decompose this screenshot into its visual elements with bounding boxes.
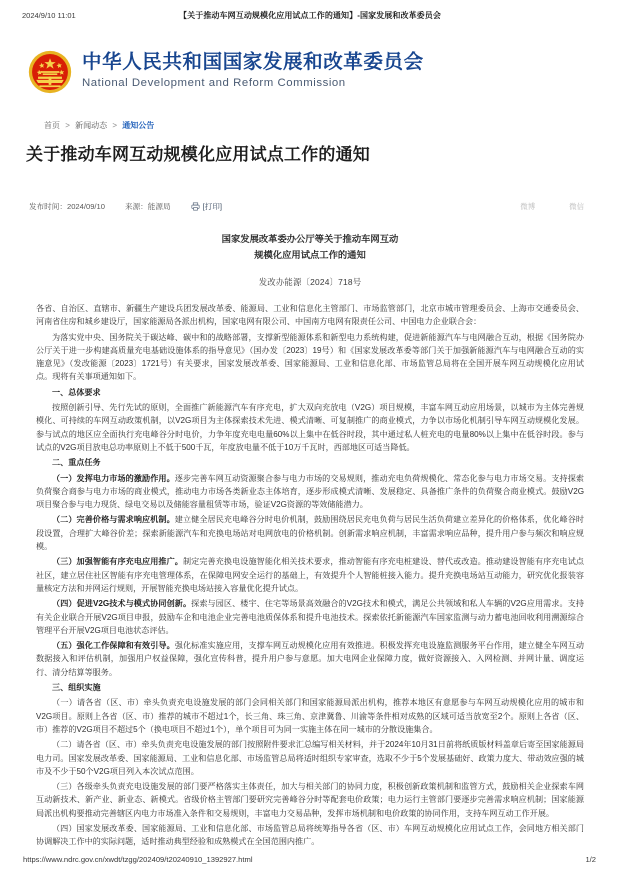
banner-title-cn: 中华人民共和国国家发展和改革委员会: [82, 51, 424, 73]
share-weibo-button[interactable]: 微博: [520, 202, 536, 211]
document-body: [28, 302, 592, 849]
section-heading-3: 三、组织实施: [52, 683, 101, 693]
task-item-4-body: 探索与园区、楼宇、住宅等场景高效融合的V2G技术和模式，满足公共领域和私人车辆的V2G应用需求。支持有关企业联合开展V2G项目申报，鼓励车企和电池企业完善电池质保体系和提升电池技术。探索依托新能源汽车国家监测与动力蓄电池回收利用溯源综合管理平台开展V2G项目电池状态评估。: [36, 599, 584, 635]
task-item-2-body: 建立健全居民充电峰谷分时电价机制，鼓励围绕居民充电负荷与居民生活负荷建立差异化的价格体系，优化峰谷时段设置，合理扩大峰谷价差；探索新能源汽车和充换电场站对电网放电的价格机制。创新需求响应机制，丰富需求响应品种，提升用户参与频次和响应规模。: [36, 515, 584, 552]
intro-paragraph: 为落实党中央、国务院关于碳达峰、碳中和的战略部署，支撑新型能源体系和新型电力系统构建，促进新能源汽车与电网融合互动，根据《国务院办公厅关于进一步构建高质量充电基础设施体系的指导意见》（国办发〔2023〕19号）和《国家发展改革委等部门关于加强新能源汽车与电网融合互动的实施意见》（发改能源〔2023〕1721号）有关要求，国家发展改革委、国家能源局、工业和信息化部、市场监管总局将在全国开展车网互动规模化应用试点。现将有关事项通知如下。: [36, 332, 584, 382]
task-item-3-body: 制定完善充换电设施智能化相关技术要求，推动智能有序充电桩建设、替代或改造。推动建设智能有序充电试点社区，建立居住社区智能有序充电管理体系，在保障电网安全运行的基础上，有效提升个人智能桩接入能力。提升充换电场站互动能力，研究优化报装容量核定方法和并网运行规则，开展智能充换电场站接入容量优化提升试点。: [36, 557, 584, 593]
document-title-line2: 规模化应用试点工作的通知: [254, 249, 366, 260]
china-national-emblem-icon: [27, 49, 73, 95]
org-item-2: （二）请各省（区、市）牵头负责充电设施发展的部门按照附件要求汇总编写相关材料，并于2024年10月31日前将纸质版材料盖章后寄至国家能源局电力司。国家发展改革委、国家能源局、工业和信息化部、市场监管总局将适时组织专家审查，选取不少于5个发展基础好、政策力度大、带动效应强的城市及不少于50个V2G项目列入本次试点范围。: [36, 740, 584, 776]
breadcrumb-item-news[interactable]: 新闻动态: [75, 121, 108, 130]
task-item-4-label: （四）促进V2G技术与模式协同创新。: [52, 599, 192, 609]
org-item-1: （一）请各省（区、市）牵头负责充电设施发展的部门会同相关部门和国家能源局派出机构，推荐本地区有意愿参与车网互动规模化应用的城市和V2G项目。原则上各省（区、市）推荐的城市不超过1个，长三角、珠三角、京津冀鲁、川渝等条件相对成熟的区域可适当放宽至2个。原则上各省（区、市）推荐的V2G项目不超过5个（换电项目不超过1个），单个项目可为同一实施主体在同一城市的分散设施集合。: [36, 698, 584, 734]
document-number: 发改办能源〔2024〕718号: [258, 277, 362, 287]
article-meta: [0, 199, 620, 215]
article-source: 来源：能源局: [124, 202, 171, 211]
task-item-3: [36, 555, 584, 595]
print-button[interactable]: [191, 201, 222, 212]
section-heading-1: 一、总体要求: [52, 387, 101, 397]
task-item-3-label: （三）加强智能有序充电应用推广。: [52, 557, 183, 567]
document-title-line1: 国家发展改革委办公厅等关于推动车网互动: [221, 234, 399, 244]
task-item-5: [36, 639, 584, 679]
section-1-body: 按照创新引导、先行先试的原则，全面推广新能源汽车有序充电，扩大双向充放电（V2G）项目规模，丰富车网互动应用场景，以城市为主体完善规模化、可持续的车网互动政策机制，以V2G项目为主体探索技术先进、模式清晰、可复制推广的商业模式，力争以市场化机制引导车网互动规模化发展。参与试点的地区应全面执行充电峰谷分时电价，力争年度充电电量60%以上集中在低谷时段，其中通过私人桩充电的电量80%以上集中在低谷时段。参与试点的V2G项目放电总功率原则上不低于500千瓦，年度放电量不低于10万千瓦时，西部地区可适当降低。: [36, 403, 584, 452]
page-title: 关于推动车网互动规模化应用试点工作的通知: [26, 145, 370, 164]
org-item-4: （四）国家发展改革委、国家能源局、工业和信息化部、市场监管总局将统筹指导各省（区、市）车网互动规模化应用试点工作，会同地方相关部门协调解决工作中的实际问题，适时推动典型经验和成熟模式在全国范围内推广。: [36, 823, 584, 847]
breadcrumb: [44, 120, 154, 131]
banner-text: [82, 50, 424, 91]
printer-icon: [191, 202, 200, 211]
breadcrumb-item-announcements[interactable]: 通知公告: [122, 121, 155, 130]
task-item-2-label: （二）完善价格与需求响应机制。: [52, 515, 175, 525]
share-wechat-button[interactable]: 微信: [569, 202, 584, 211]
breadcrumb-item-home[interactable]: 首页: [44, 121, 60, 130]
task-item-5-label: （五）强化工作保障和有效引导。: [52, 641, 175, 651]
task-item-1-label: （一）发挥电力市场的激励作用。: [52, 473, 175, 483]
site-banner: [0, 44, 620, 104]
task-item-4: [36, 597, 584, 637]
section-heading-2: 二、重点任务: [52, 458, 101, 468]
publish-date: 发布时间：2024/09/10: [29, 202, 105, 211]
browser-page-title: 【关于推动车网互动规模化应用试点工作的通知】-国家发展和改革委员会: [179, 11, 441, 20]
meta-left-group: [29, 201, 222, 212]
org-item-3: （三）各级牵头负责充电设施发展的部门要严格落实主体责任，加大与相关部门的协同力度，积极创新政策机制和监管方式，鼓励相关企业探索车网互动新技术、新产业、新业态、新模式。省级价格主管部门要研究完善峰谷分时等配套电价政策；电力运行主管部门要逐步完善需求响应机制；国家能源局派出机构要推动完善辖区内电力市场准入条件和交易规则，丰富电力交易品种，发挥市场机制和电价政策的协同作用，支持车网互动工作开展。: [36, 782, 584, 818]
task-item-1: [36, 472, 584, 512]
task-item-2: [36, 513, 584, 553]
document-title: [28, 232, 592, 263]
print-timestamp: 2024/9/10 11:01: [22, 11, 76, 20]
task-item-5-body: 强化标准实施应用，支撑车网互动规模化应用有效推进。积极发挥充电设施监测服务平台作用，建立健全车网互动数据接入和评估机制，加强用户权益保障，强化宣传科普，提升用户参与意愿。加大电网企业保障力度，做好资源接入、入网检测、并网计量、调度运行、清分结算等服务。: [36, 641, 584, 677]
breadcrumb-separator: >: [65, 121, 70, 130]
print-label: [打印]: [202, 202, 222, 211]
banner-title-en: National Development and Reform Commission: [82, 77, 346, 89]
page-number: 1/2: [585, 855, 596, 864]
task-item-1-body: 逐步完善车网互动资源聚合参与电力市场的交易规则，推动充电负荷规模化、常态化参与电力市场交易。支持探索负荷聚合商参与电力市场的商业模式，推动电力市场各类新业态主体培育，逐步形成模式清晰、发展稳定、具备推广条件的负荷聚合商业模式。鼓励V2G项目聚合参与电力现货、绿电交易以及储能容量租赁等市场，验证V2G资源的等效储能潜力。: [36, 473, 584, 510]
document-container: [24, 224, 596, 847]
source-url: https://www.ndrc.gov.cn/xwdt/tzgg/202409/t20240910_1392927.html: [23, 855, 253, 864]
share-group: [520, 201, 584, 212]
breadcrumb-separator: >: [112, 121, 118, 130]
print-header: [0, 0, 620, 30]
recipients-paragraph: 各省、自治区、直辖市、新疆生产建设兵团发展改革委、能源局、工业和信息化主管部门、市场监管部门，北京市城市管理委员会、上海市交通委员会、河南省住房和城乡建设厅，国家能源局各派出机构，国家电网有限公司、中国南方电网有限责任公司、中国电力企业联合会：: [36, 304, 584, 327]
